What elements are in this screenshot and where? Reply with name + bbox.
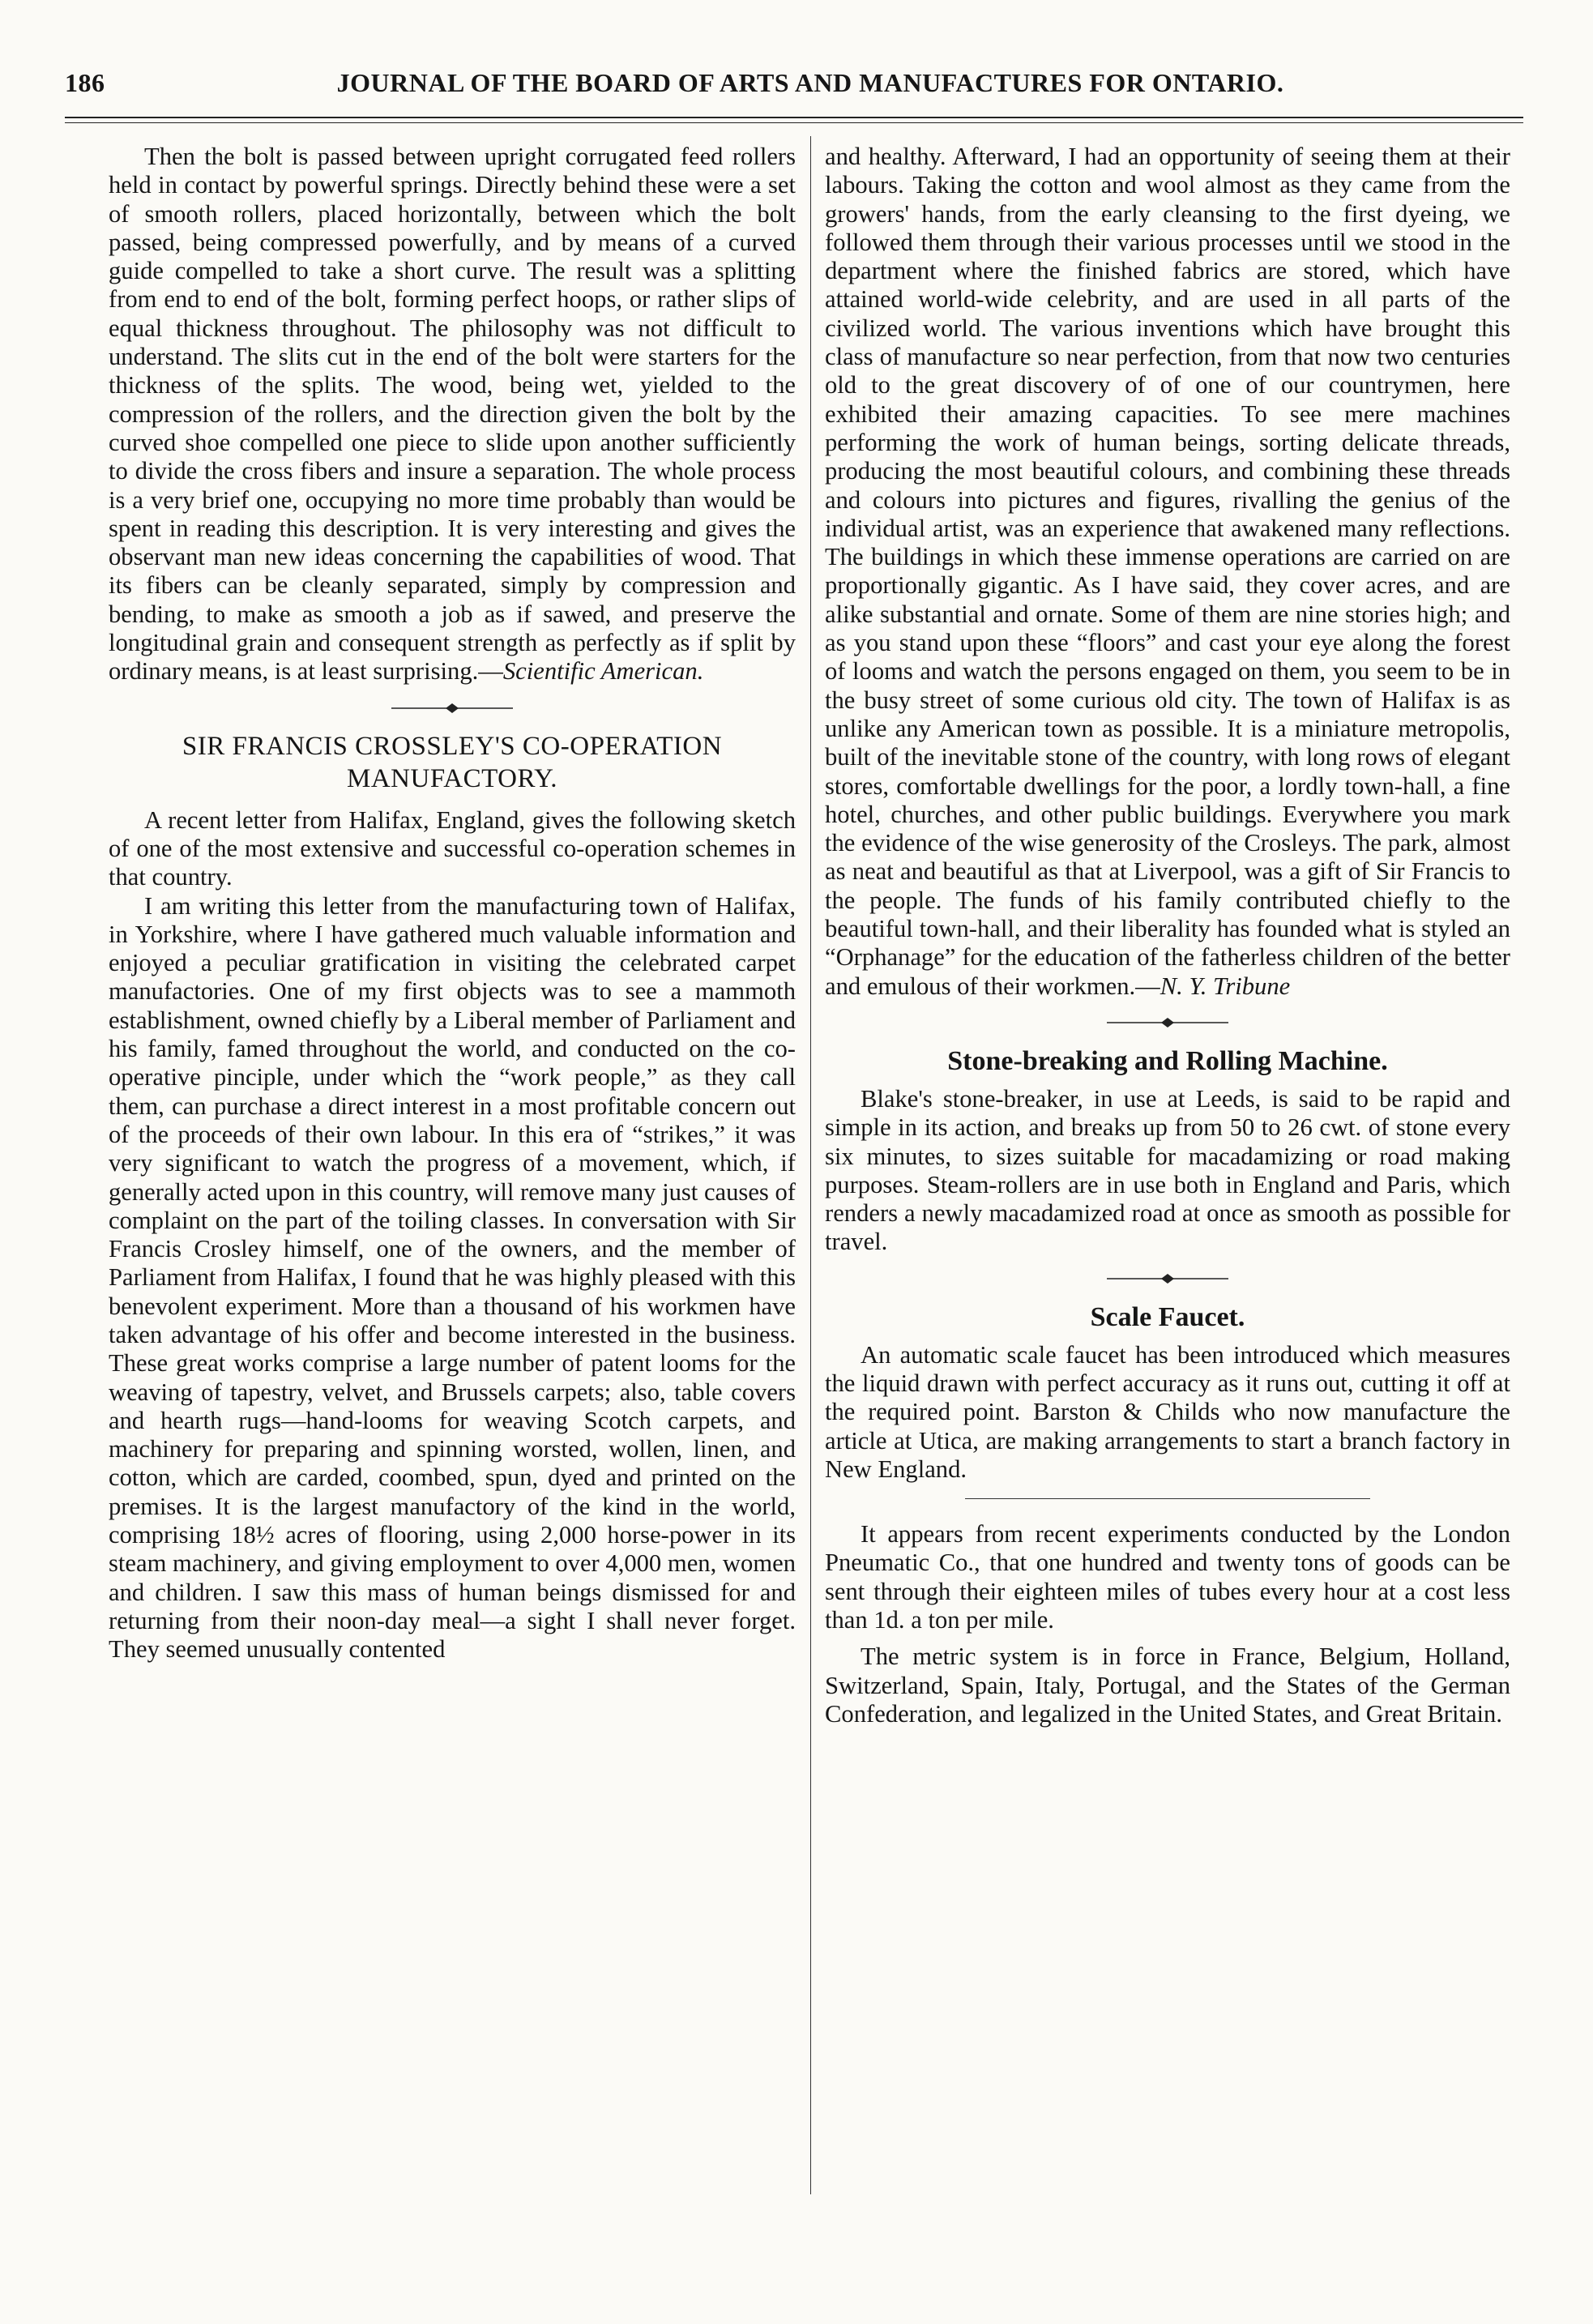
stone-breaking-body: Blake's stone-breaker, in use at Leeds, is said to be rapid and simple in its action, and breaks up from 50 to 26 cwt. of stone every six minutes, to sizes suitable for macadamizing or road making purposes. Steam-rollers are in use both in England and Paris, which renders a newly macadamized road at once as smooth as possible for travel. <box>825 1084 1510 1256</box>
scale-faucet-title: Scale Faucet. <box>1090 1301 1245 1332</box>
pneumatic-paragraph: It appears from recent experiments conducted by the London Pneumatic Co., that one hundred and twenty tons of goods can be sent through their eighteen miles of tubes every hour at a cost less than 1d. a ton per mile. <box>825 1520 1510 1634</box>
left-column <box>109 143 796 1664</box>
bolt-article-text: Then the bolt is passed between upright corrugated feed rollers held in contact by powerful springs. Directly behind these were a set of smooth rollers, placed horizontally, between which the bolt passed, being compressed powerfully, and by means of a curved guide compelled to take a short curve. The result was a splitting from end to end of the bolt, forming perfect hoops, or rather slips of equal thickness throughout. The philosophy was not difficult to understand. The slits cut in the end of the bolt were starters for the thickness of the splits. The wood, being wet, yielded to the compression of the rollers, and the direction given the bolt by the curved shoe compelled one piece to slide upon another sufficiently to divide the cross fibers and insure a separation. The whole process is a very brief one, occupying no more time probably than would be spent in reading this description. It is very interesting and gives the observant man new ideas concerning the capabilities of wood. That its fibers can be cleanly separated, simply by compression and bending, to make as smooth a job as if sawed, and preserve the longitudinal grain and consequent strength as perfectly as if split by ordinary means, is at least surprising.— <box>109 143 796 686</box>
right-column <box>825 143 1510 1728</box>
page-number: 186 <box>65 68 105 97</box>
crossley-continuation-text: and healthy. Afterward, I had an opportunity of seeing them at their labours. Taking the cotton and wool almost as they came from the growers' hands, from the early cleansing to the first dyeing, we followed them through their various processes until we stood in the department where the finished fabrics are stored, which have attained world-wide celebrity, and are used in all parts of the civilized world. The various inventions which have brought this class of manufacture so near perfection, from that now two centuries old to the great discovery of of one of our countrymen, here exhibited their amazing capacities. To see mere machines performing the work of human beings, sorting delicate threads, producing the most beautiful colours, and combining these threads and colours into pictures and figures, rivalling the genius of the individual artist, was an experience that awakened many reflections. The buildings in which these immense operations are carried on are proportionally gigantic. As I have said, they cover acres, and are alike substantial and ornate. Some of them are nine stories high; and as you stand upon these “floors” and cast your eye along the forest of looms and watch the persons engaged on them, you seem to be in the busy street of some curious old city. The town of Halifax is as unlike any American town as possible. It is a miniature metropolis, built of the inevitable stone of the country, with long rows of elegant stores, comfortable dwellings for the poor, a lordly town-hall, a fine hotel, churches, and other public buildings. Everywhere you mark the evidence of the wise generosity of the Crosleys. The park, almost as neat and beautiful as that at Liverpool, was a gift of Sir Francis to the people. The funds of his family contributed chiefly to the beautiful town-hall, and their liberality has founded what is styled an “Orphanage” for the education of the fatherless children of the better and emulous of their workmen.— <box>825 143 1510 1000</box>
metric-paragraph: The metric system is in force in France, Belgium, Holland, Switzerland, Spain, Italy, Portugal, and the States of the German Confederation, and legalized in the United States, and Great Britain. <box>825 1643 1510 1728</box>
article-credit: Scientific American. <box>502 657 704 686</box>
column-divider <box>810 136 811 2194</box>
scale-faucet-body: An automatic scale faucet has been introduced which measures the liquid drawn with perfect accuracy as it runs out, cutting it off at the required point. Barston & Childs who now manufacture the article at Utica, are making arrangements to start a branch factory in New England. <box>825 1340 1510 1483</box>
header-rule-thin <box>65 122 1523 123</box>
diamond-rule-ornament-icon <box>1107 1017 1228 1028</box>
header-rule <box>65 117 1523 118</box>
crossley-continuation <box>825 143 1510 1001</box>
running-head: JOURNAL OF THE BOARD OF ARTS AND MANUFACTURES FOR ONTARIO. <box>336 68 1284 97</box>
section-rule <box>965 1498 1370 1499</box>
bolt-article-paragraph <box>109 143 796 686</box>
crossley-title: SIR FRANCIS CROSSLEY'S CO-OPERATION MANUFACTORY. <box>182 731 723 793</box>
crossley-body: I am writing this letter from the manufacturing town of Halifax, in Yorkshire, where I have gathered much valuable information and enjoyed a peculiar gratification in visiting the celebrated carpet manufactories. One of my first objects was to see a mammoth establishment, owned chiefly by a Liberal member of Parliament and his family, famed throughout the world, and conducted on the co-operative pinciple, under which the “work people,” as they call them, can purchase a direct interest in a most profitable concern out of the proceeds of their own labour. In this era of “strikes,” it was very significant to watch the progress of a movement, which, if generally acted upon in this country, will remove many just causes of complaint on the part of the toiling classes. In conversation with Sir Francis Crosley himself, one of the owners, and the member of Parliament from Halifax, I found that he was highly pleased with this benevolent experiment. More than a thousand of his workmen have taken advantage of his offer and become interested in the business. These great works comprise a large number of patent looms for the weaving of tapestry, velvet, and Brussels carpets; also, table covers and hearth rugs—hand-looms for weaving Scotch carpets, and machinery for preparing and spinning worsted, wollen, linen, and cotton, which are carded, coombed, spun, dyed and printed on the premises. It is the largest manufactory of the kind in the world, comprising 18½ acres of flooring, using 2,000 horse-power in its steam machinery, and giving employment to over 4,000 men, women and children. I saw this mass of human beings dismissed for and returning from their noon-day meal—a sight I shall never forget. They seemed unusually contented <box>109 891 796 1664</box>
page-header <box>65 68 1523 105</box>
tribune-credit: N. Y. Tribune <box>1160 972 1291 1000</box>
diamond-rule-ornament-icon <box>1107 1273 1228 1284</box>
stone-breaking-title: Stone-breaking and Rolling Machine. <box>947 1045 1388 1076</box>
crossley-intro: A recent letter from Halifax, England, gives the following sketch of one of the most extensive and successful co-operation schemes in that country. <box>109 805 796 891</box>
diamond-rule-ornament-icon <box>391 703 513 714</box>
